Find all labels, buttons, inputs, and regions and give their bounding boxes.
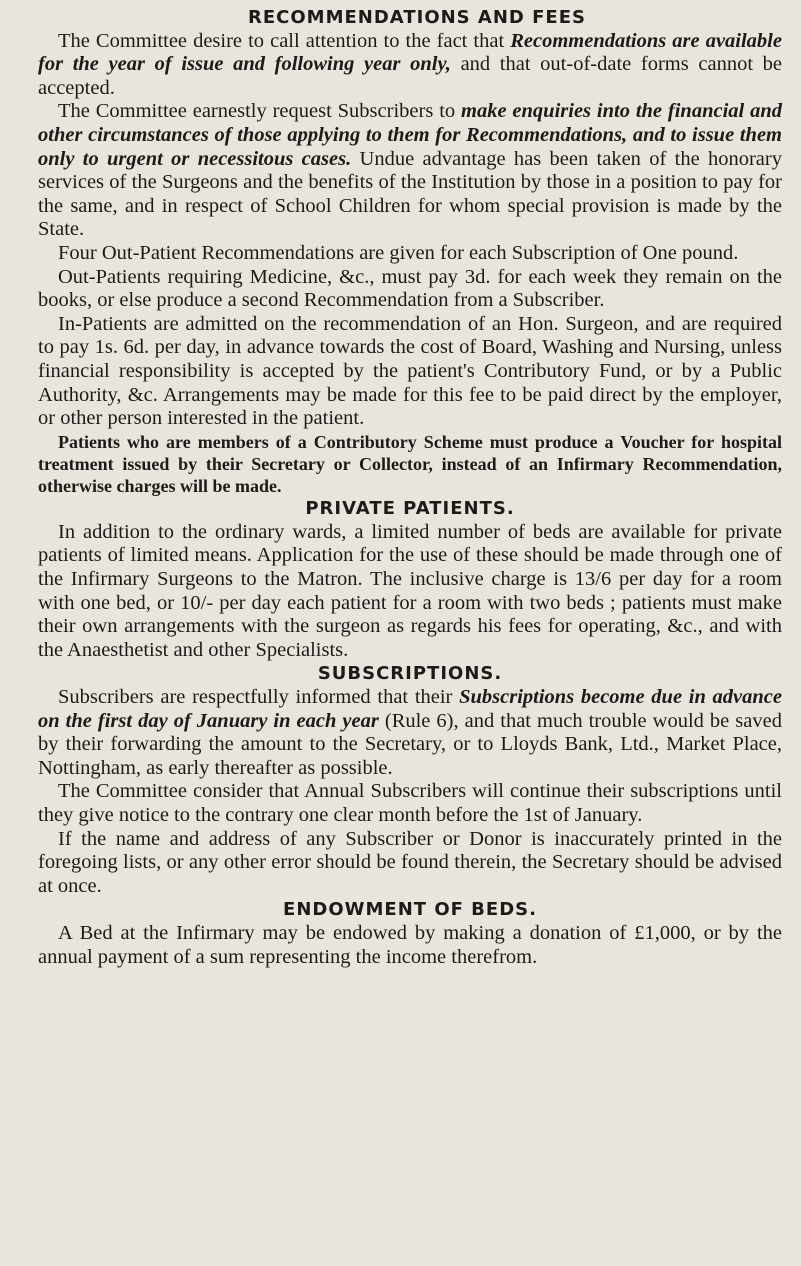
paragraph-name-errors: If the name and address of any Subscriber or Donor is inaccurately printed in the foregoing lists, or any other error should be found therein, the Secretary should be advised at once.: [38, 827, 782, 897]
paragraph-in-patient-fees: In-Patients are admitted on the recommendation of an Hon. Surgeon, and are required to pay 1s. 6d. per day, in advance towards the cost of Board, Washing and Nursing, unless financial responsibility is accepted by the patient's Contributory Fund, or by a Public Authority, &c. Arrangements may be made for this fee to be paid direct by the employer, or other person interested in the patient.: [38, 312, 782, 430]
paragraph-private-patients: In addition to the ordinary wards, a limited number of beds are available for private patients of limited means. Application for the use of these should be made through one of the Infirmary Surgeons to the Matron. The inclusive charge is 13/6 per day for a room with one bed, or 10/- per day each patient for a room with two beds ; patients must make their own arrangements with the surgeon as regards his fees for operating, &c., and with the Anaesthetist and other Specialists.: [38, 520, 782, 661]
paragraph-endowment: A Bed at the Infirmary may be endowed by making a donation of £1,000, or by the annual payment of a sum representing the income therefrom.: [38, 921, 782, 968]
paragraph-out-patient-fees: Out-Patients requiring Medicine, &c., must pay 3d. for each week they remain on the books, or else produce a second Recommendation from a Subscriber.: [38, 265, 782, 312]
text-run: The Committee earnestly request Subscribers to: [58, 100, 462, 123]
heading-subscriptions: SUBSCRIPTIONS.: [317, 663, 503, 685]
text-run: The Committee desire to call attention to the fact that: [58, 29, 511, 52]
document-body: [38, 6, 782, 969]
paragraph-enquiries-request: [38, 100, 782, 242]
paragraph-recommendations-validity: [38, 30, 782, 101]
text-run: Subscribers are respectfully informed that their: [58, 686, 460, 709]
heading-endowment-of-beds: ENDOWMENT OF BEDS.: [283, 899, 537, 921]
paragraph-subscriptions-due: [38, 686, 782, 780]
paragraph-out-patient-recommendations: Four Out-Patient Recommendations are given for each Subscription of One pound.: [58, 241, 739, 264]
emphasis-text: Subscriptions become due in advance on the first day of January in each year: [38, 686, 782, 732]
text-run: and that out-of-date forms cannot be accepted.: [38, 53, 782, 99]
heading-private-patients: PRIVATE PATIENTS.: [305, 498, 515, 520]
text-run: Undue advantage has been taken of the honorary services of the Surgeons and the benefits of the Institution by those in a position to pay for the same, and in respect of School Children for whom special provision is made by the State.: [38, 147, 782, 241]
paragraph-annual-subscribers: The Committee consider that Annual Subscribers will continue their subscriptions until they give notice to the contrary one clear month before the 1st of January.: [38, 780, 782, 827]
emphasis-text: Recommendations are available for the year of issue and following year only,: [38, 29, 782, 76]
text-run: (Rule 6), and that much trouble would be saved by their forwarding the amount to the Secretary, or to Lloyds Bank, Ltd., Market Place, Nottingham, as early thereafter as possible.: [38, 709, 782, 779]
paragraph-contributory-scheme-notice: Patients who are members of a Contributory Scheme must produce a Voucher for hospital treatment issued by their Secretary or Collector, instead of an Infirmary Recommendation, otherwise charges will be made.: [38, 431, 782, 497]
heading-recommendations-and-fees: RECOMMENDATIONS AND FEES: [248, 7, 586, 28]
emphasis-text: make enquiries into the financial and other circumstances of those applying to them for Recommendations, and to issue them only to urgent or necessitous cases.: [38, 100, 782, 170]
